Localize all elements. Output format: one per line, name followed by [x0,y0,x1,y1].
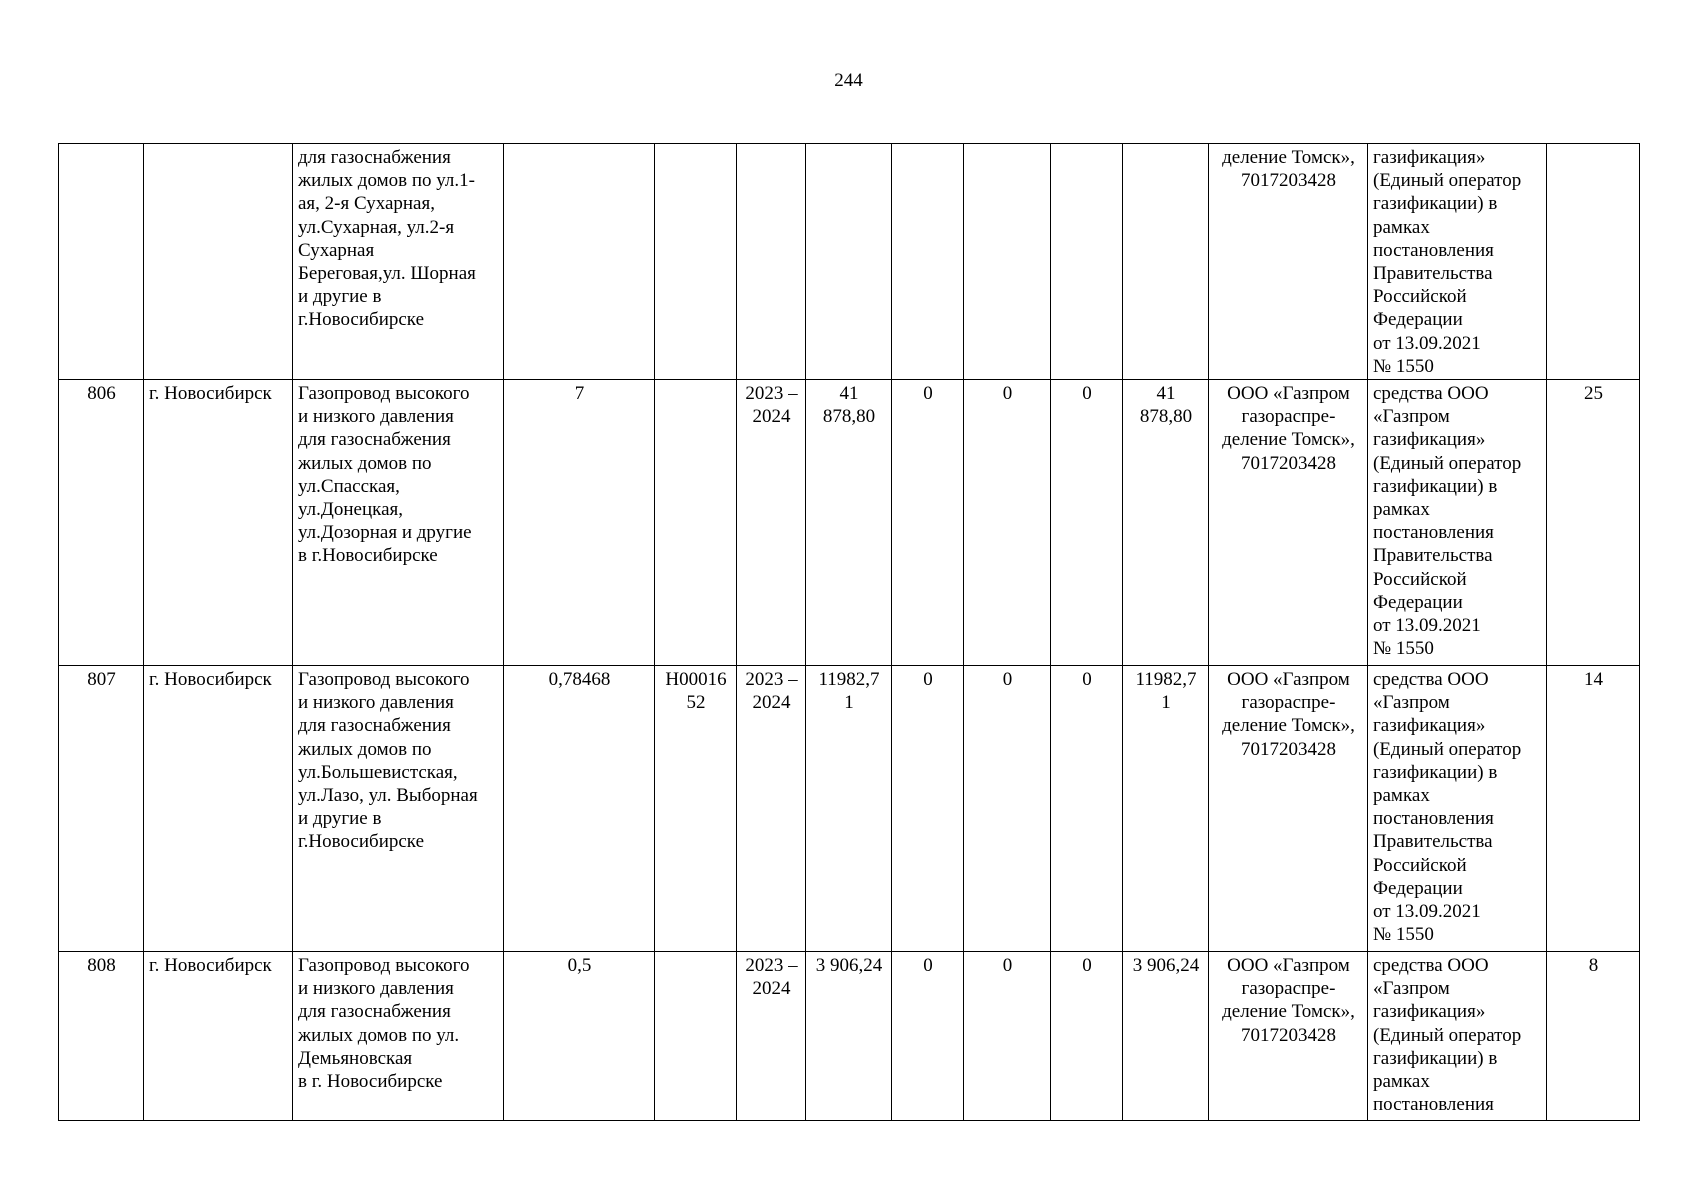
cell-other [1123,144,1209,380]
cell-total: 41 878,80 [806,380,892,666]
table-row [59,952,1640,1121]
cell-count [1547,144,1640,380]
cell-source: средства ООО «Газпром газификация» (Единый оператор газификации) в рамках постановления Правительства Российской Федерации от 13.09.2021 № 1550 [1368,666,1547,952]
cell-count: 8 [1547,952,1640,1121]
cell-municipality: г. Новосибирск [144,666,293,952]
table-row [59,666,1640,952]
cell-fed: 0 [892,952,964,1121]
cell-local [1051,144,1123,380]
cell-other: 11982,7 1 [1123,666,1209,952]
cell-code [655,952,737,1121]
cell-length: 0,5 [504,952,655,1121]
cell-number: 808 [59,952,144,1121]
cell-municipality: г. Новосибирск [144,380,293,666]
cell-fed: 0 [892,380,964,666]
cell-reg: 0 [964,666,1051,952]
cell-years: 2023 – 2024 [737,952,806,1121]
cell-other: 3 906,24 [1123,952,1209,1121]
cell-object-name: Газопровод высокого и низкого давления для газоснабжения жилых домов по ул. Демьяновская в г. Новосибирске [293,952,504,1121]
cell-count: 25 [1547,380,1640,666]
cell-total: 11982,7 1 [806,666,892,952]
cell-local: 0 [1051,666,1123,952]
cell-reg: 0 [964,952,1051,1121]
cell-fed [892,144,964,380]
cell-years: 2023 – 2024 [737,666,806,952]
cell-length: 7 [504,380,655,666]
cell-executor: ООО «Газпром газораспре- деление Томск», 7017203428 [1209,380,1368,666]
cell-object-name: Газопровод высокого и низкого давления для газоснабжения жилых домов по ул.Большевистская, ул.Лазо, ул. Выборная и другие в г.Новосибирске [293,666,504,952]
cell-executor: деление Томск», 7017203428 [1209,144,1368,380]
cell-years: 2023 – 2024 [737,380,806,666]
cell-source: средства ООО «Газпром газификация» (Единый оператор газификации) в рамках постановления [1368,952,1547,1121]
cell-source: газификация» (Единый оператор газификации) в рамках постановления Правительства Российской Федерации от 13.09.2021 № 1550 [1368,144,1547,380]
table-row [59,380,1640,666]
cell-code: Н00016 52 [655,666,737,952]
cell-length [504,144,655,380]
cell-number [59,144,144,380]
cell-object-name: Газопровод высокого и низкого давления для газоснабжения жилых домов по ул.Спасская, ул.Донецкая, ул.Дозорная и другие в г.Новосибирске [293,380,504,666]
cell-executor: ООО «Газпром газораспре- деление Томск», 7017203428 [1209,952,1368,1121]
cell-municipality [144,144,293,380]
page-number: 244 [834,70,863,91]
cell-code [655,144,737,380]
cell-local: 0 [1051,952,1123,1121]
cell-length: 0,78468 [504,666,655,952]
cell-number: 807 [59,666,144,952]
cell-number: 806 [59,380,144,666]
cell-reg [964,144,1051,380]
cell-object-name: для газоснабжения жилых домов по ул.1- ая, 2-я Сухарная, ул.Сухарная, ул.2-я Сухарная Береговая,ул. Шорная и другие в г.Новосибирске [293,144,504,380]
cell-local: 0 [1051,380,1123,666]
cell-fed: 0 [892,666,964,952]
gasification-table [58,143,1640,1121]
cell-source: средства ООО «Газпром газификация» (Единый оператор газификации) в рамках постановления Правительства Российской Федерации от 13.09.2021 № 1550 [1368,380,1547,666]
cell-total [806,144,892,380]
table-row [59,144,1640,380]
cell-count: 14 [1547,666,1640,952]
cell-executor: ООО «Газпром газораспре- деление Томск», 7017203428 [1209,666,1368,952]
cell-total: 3 906,24 [806,952,892,1121]
cell-municipality: г. Новосибирск [144,952,293,1121]
cell-reg: 0 [964,380,1051,666]
cell-other: 41 878,80 [1123,380,1209,666]
cell-years [737,144,806,380]
cell-code [655,380,737,666]
